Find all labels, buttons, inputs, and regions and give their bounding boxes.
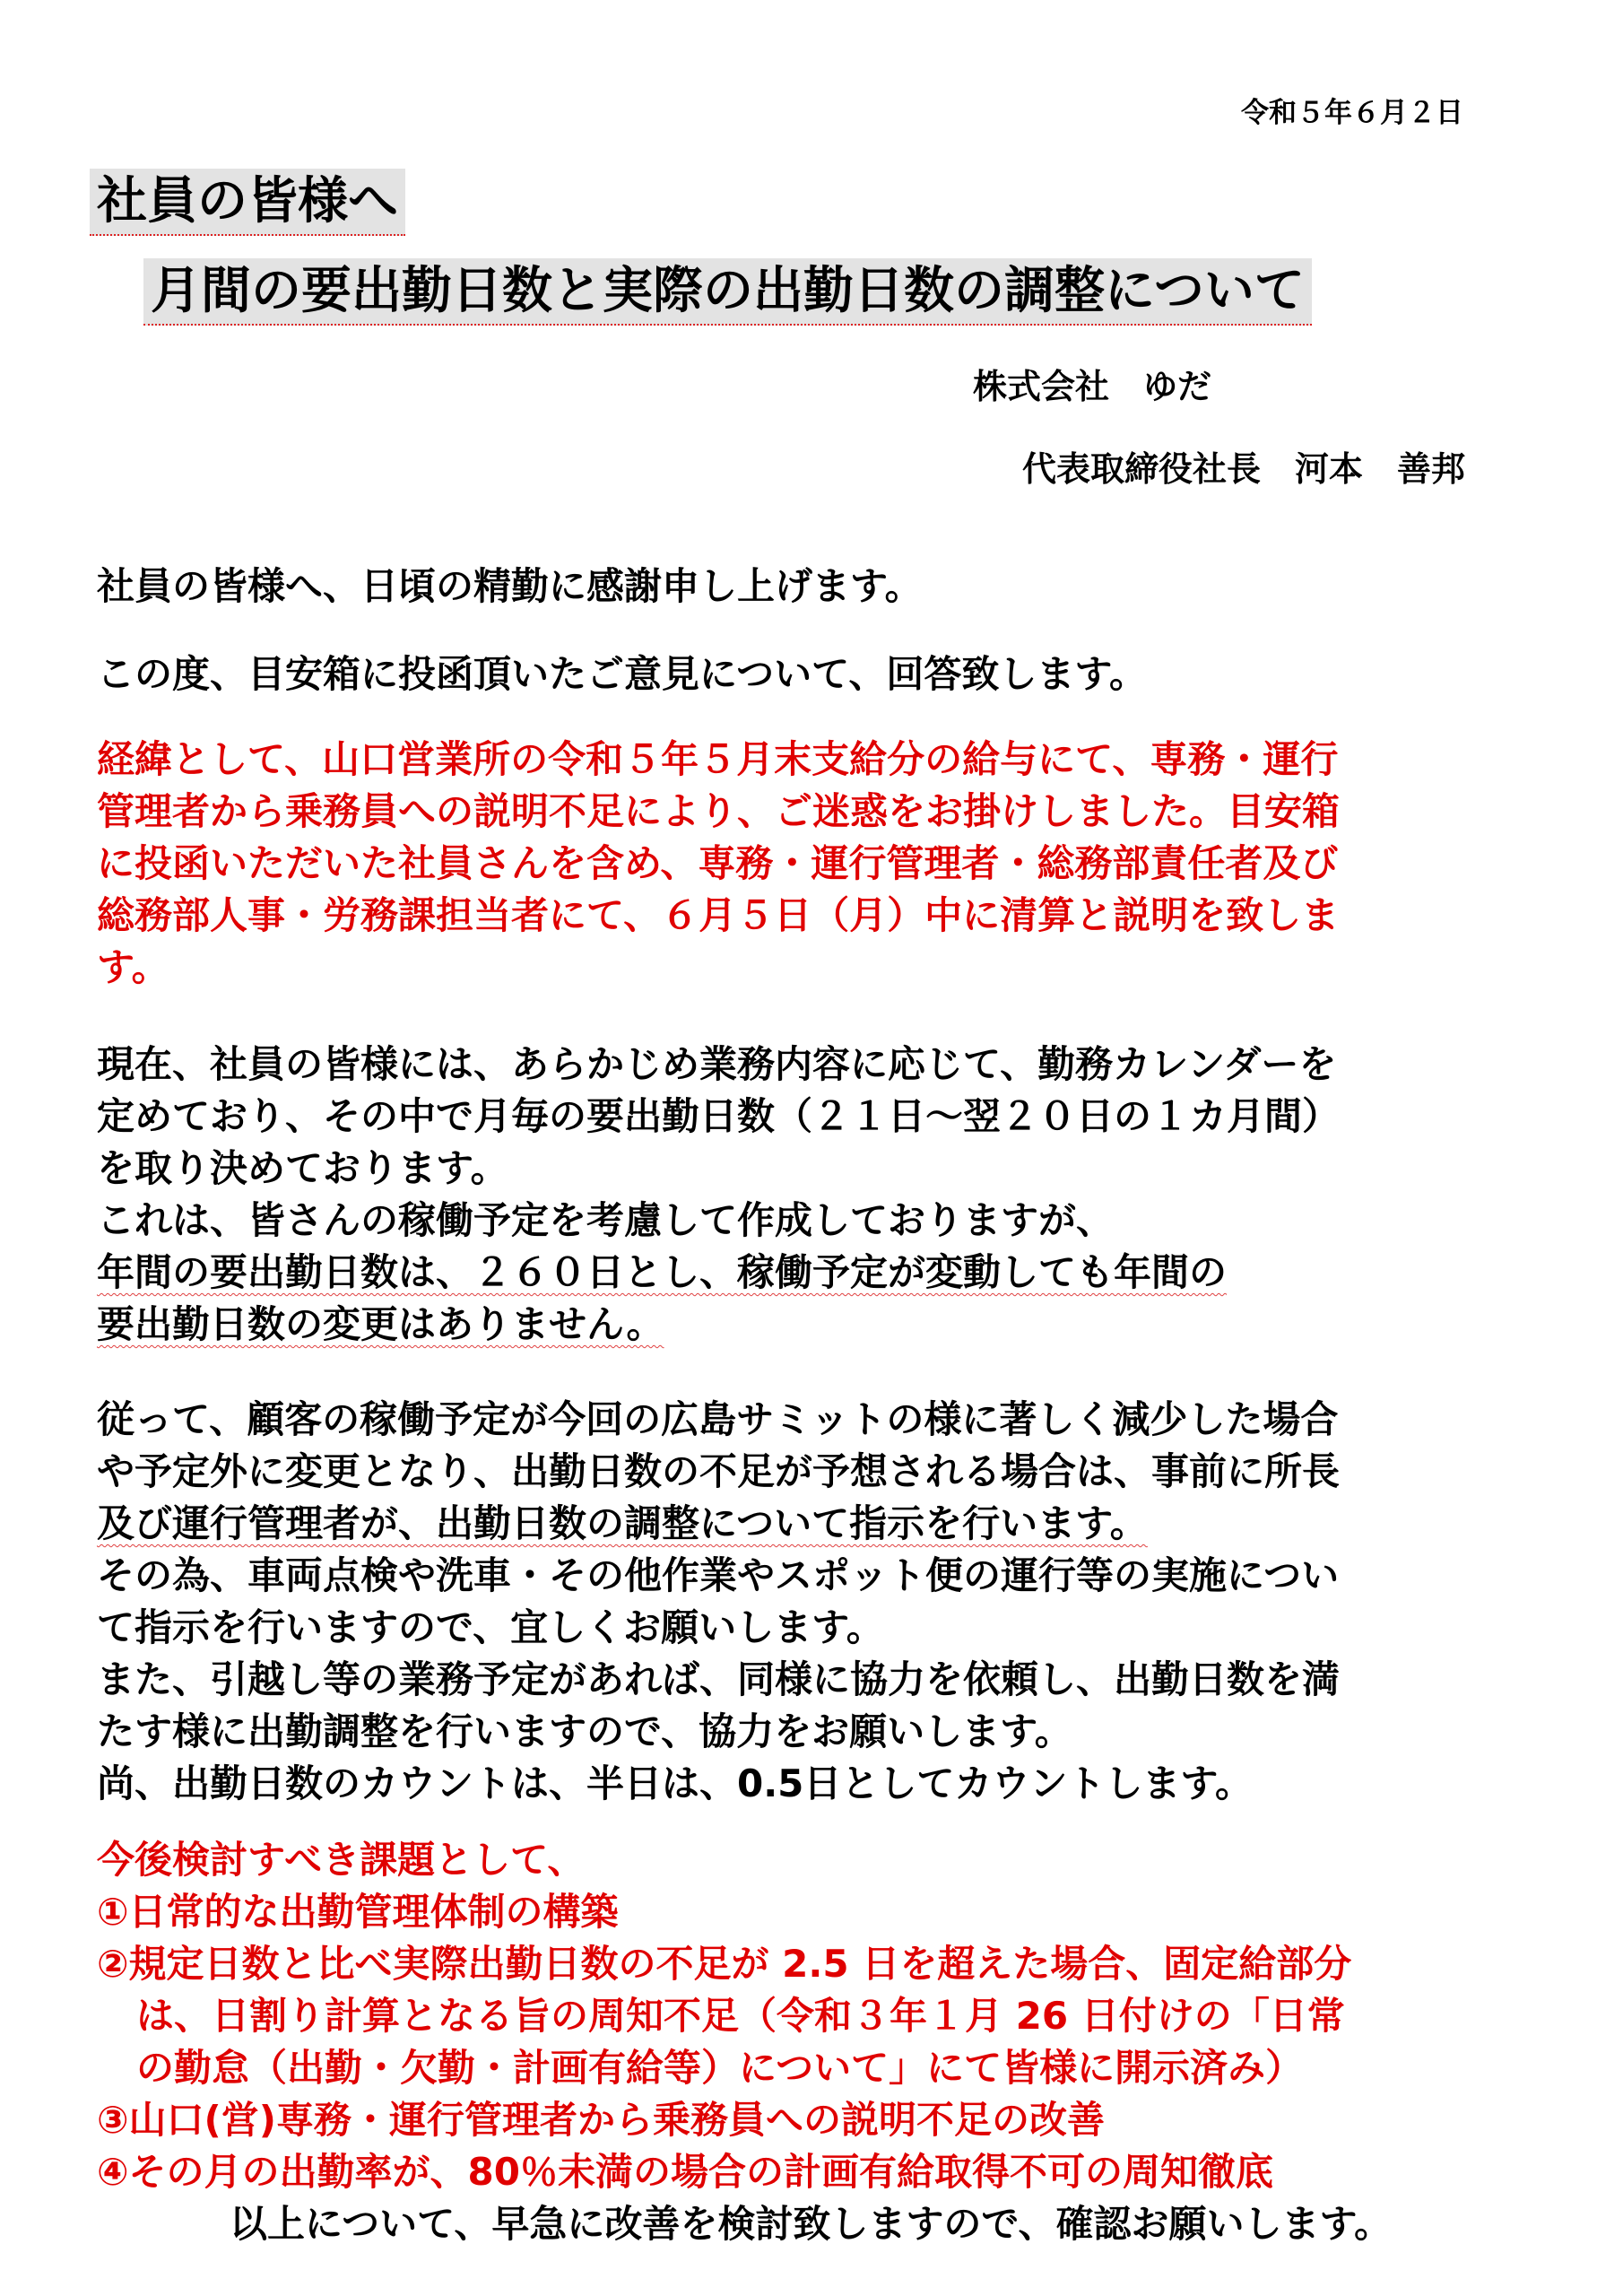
subject-text: 月間の要出勤日数と実際の出勤日数の調整について <box>143 258 1312 326</box>
issue-item-2-continued: の勤怠（出勤・欠勤・計画有給等）について」にて皆様に開示済み） <box>136 2046 1304 2090</box>
adjustment-line: て指示を行いますので、宜しくお願いします。 <box>97 1605 884 1649</box>
issues-heading: 今後検討すべき課題として、 <box>97 1838 586 1882</box>
policy-line-text: 年間の要出勤日数は、２６０日とし、稼働予定が変動しても年間の <box>97 1250 1228 1294</box>
adjustment-line: 従って、顧客の稼働予定が今回の広島サミットの様に著しく減少した場合 <box>97 1397 1339 1441</box>
issue-item-3: ③山口(営)専務・運行管理者から乗務員への説明不足の改善 <box>97 2098 1105 2142</box>
reply-paragraph <box>97 648 1549 700</box>
issue-item-4: ④その月の出勤率が、80％未満の場合の計画有給取得不可の周知徹底 <box>97 2150 1274 2194</box>
apology-line: 経緯として、山口営業所の令和５年５月末支給分の給与にて、専務・運行 <box>97 737 1339 781</box>
company-name: 株式会社 ゆだ <box>973 367 1212 406</box>
issues-section <box>97 1834 1549 2250</box>
signer-name: 代表取締役社長 河本 善邦 <box>1022 449 1466 489</box>
policy-line: を取り決めております。 <box>97 1146 508 1190</box>
adjustment-line: また、引越し等の業務予定があれば、同様に協力を依頼し、出勤日数を満 <box>97 1657 1341 1701</box>
greeting-line: 社員の皆様へ、日頃の精勤に感謝申し上げます。 <box>97 564 923 608</box>
document-date: 令和５年６月２日 <box>1241 97 1463 129</box>
adjustment-line: 尚、出勤日数のカウントは、半日は、0.5日としてカウントします。 <box>97 1761 1254 1805</box>
apology-line: に投函いただいた社員さんを含め、専務・運行管理者・総務部責任者及び <box>97 841 1339 885</box>
adjustment-line: その為、車両点検や洗車・その他作業やスポット便の運行等の実施につい <box>97 1553 1340 1597</box>
greeting-paragraph <box>97 561 1549 613</box>
policy-line: 定めており、その中で月毎の要出勤日数（２１日～翌２０日の１カ月間） <box>97 1094 1341 1138</box>
policy-line-text: 要出勤日数の変更はありません。 <box>97 1302 664 1346</box>
policy-line: これは、皆さんの稼働予定を考慮して作成しておりますが、 <box>97 1198 1115 1242</box>
policy-paragraph <box>97 1039 1549 1351</box>
salutation-text: 社員の皆様へ <box>90 169 405 236</box>
issue-item-2-continued: は、日割り計算となる旨の周知不足（令和３年１月 26 日付けの「日常 <box>136 1994 1345 2038</box>
apology-paragraph <box>97 734 1549 994</box>
apology-line: 管理者から乗務員への説明不足により、ご迷惑をお掛けしました。目安箱 <box>97 789 1341 833</box>
policy-line <box>97 1299 1549 1351</box>
policy-line: 現在、社員の皆様には、あらかじめ業務内容に応じて、勤務カレンダーを <box>97 1042 1337 1086</box>
issue-item-1: ①日常的な出勤管理体制の構築 <box>97 1890 619 1934</box>
reply-line: この度、目安箱に投函頂いたご意見について、回答致します。 <box>97 652 1147 696</box>
issue-item-2: ②規定日数と比べ実際出勤日数の不足が 2.5 日を超えた場合、固定給部分 <box>97 1942 1352 1986</box>
subject-heading <box>143 251 1312 323</box>
adjustment-line: たす様に出勤調整を行いますので、協力をお願いします。 <box>97 1709 1072 1753</box>
adjustment-line <box>97 1498 1549 1550</box>
salutation-heading <box>90 161 405 233</box>
adjustment-paragraph <box>97 1394 1549 1810</box>
closing-line: 以上について、早急に改善を検討致しますので、確認お願いします。 <box>230 2202 1393 2246</box>
policy-line <box>97 1247 1549 1299</box>
adjustment-line-text: 及び運行管理者が、出勤日数の調整について指示を行います。 <box>97 1501 1148 1545</box>
apology-line: 総務部人事・労務課担当者にて、６月５日（月）中に清算と説明を致しま <box>97 893 1340 937</box>
adjustment-line: や予定外に変更となり、出勤日数の不足が予想される場合は、事前に所長 <box>97 1449 1341 1493</box>
apology-line: す。 <box>97 945 169 989</box>
